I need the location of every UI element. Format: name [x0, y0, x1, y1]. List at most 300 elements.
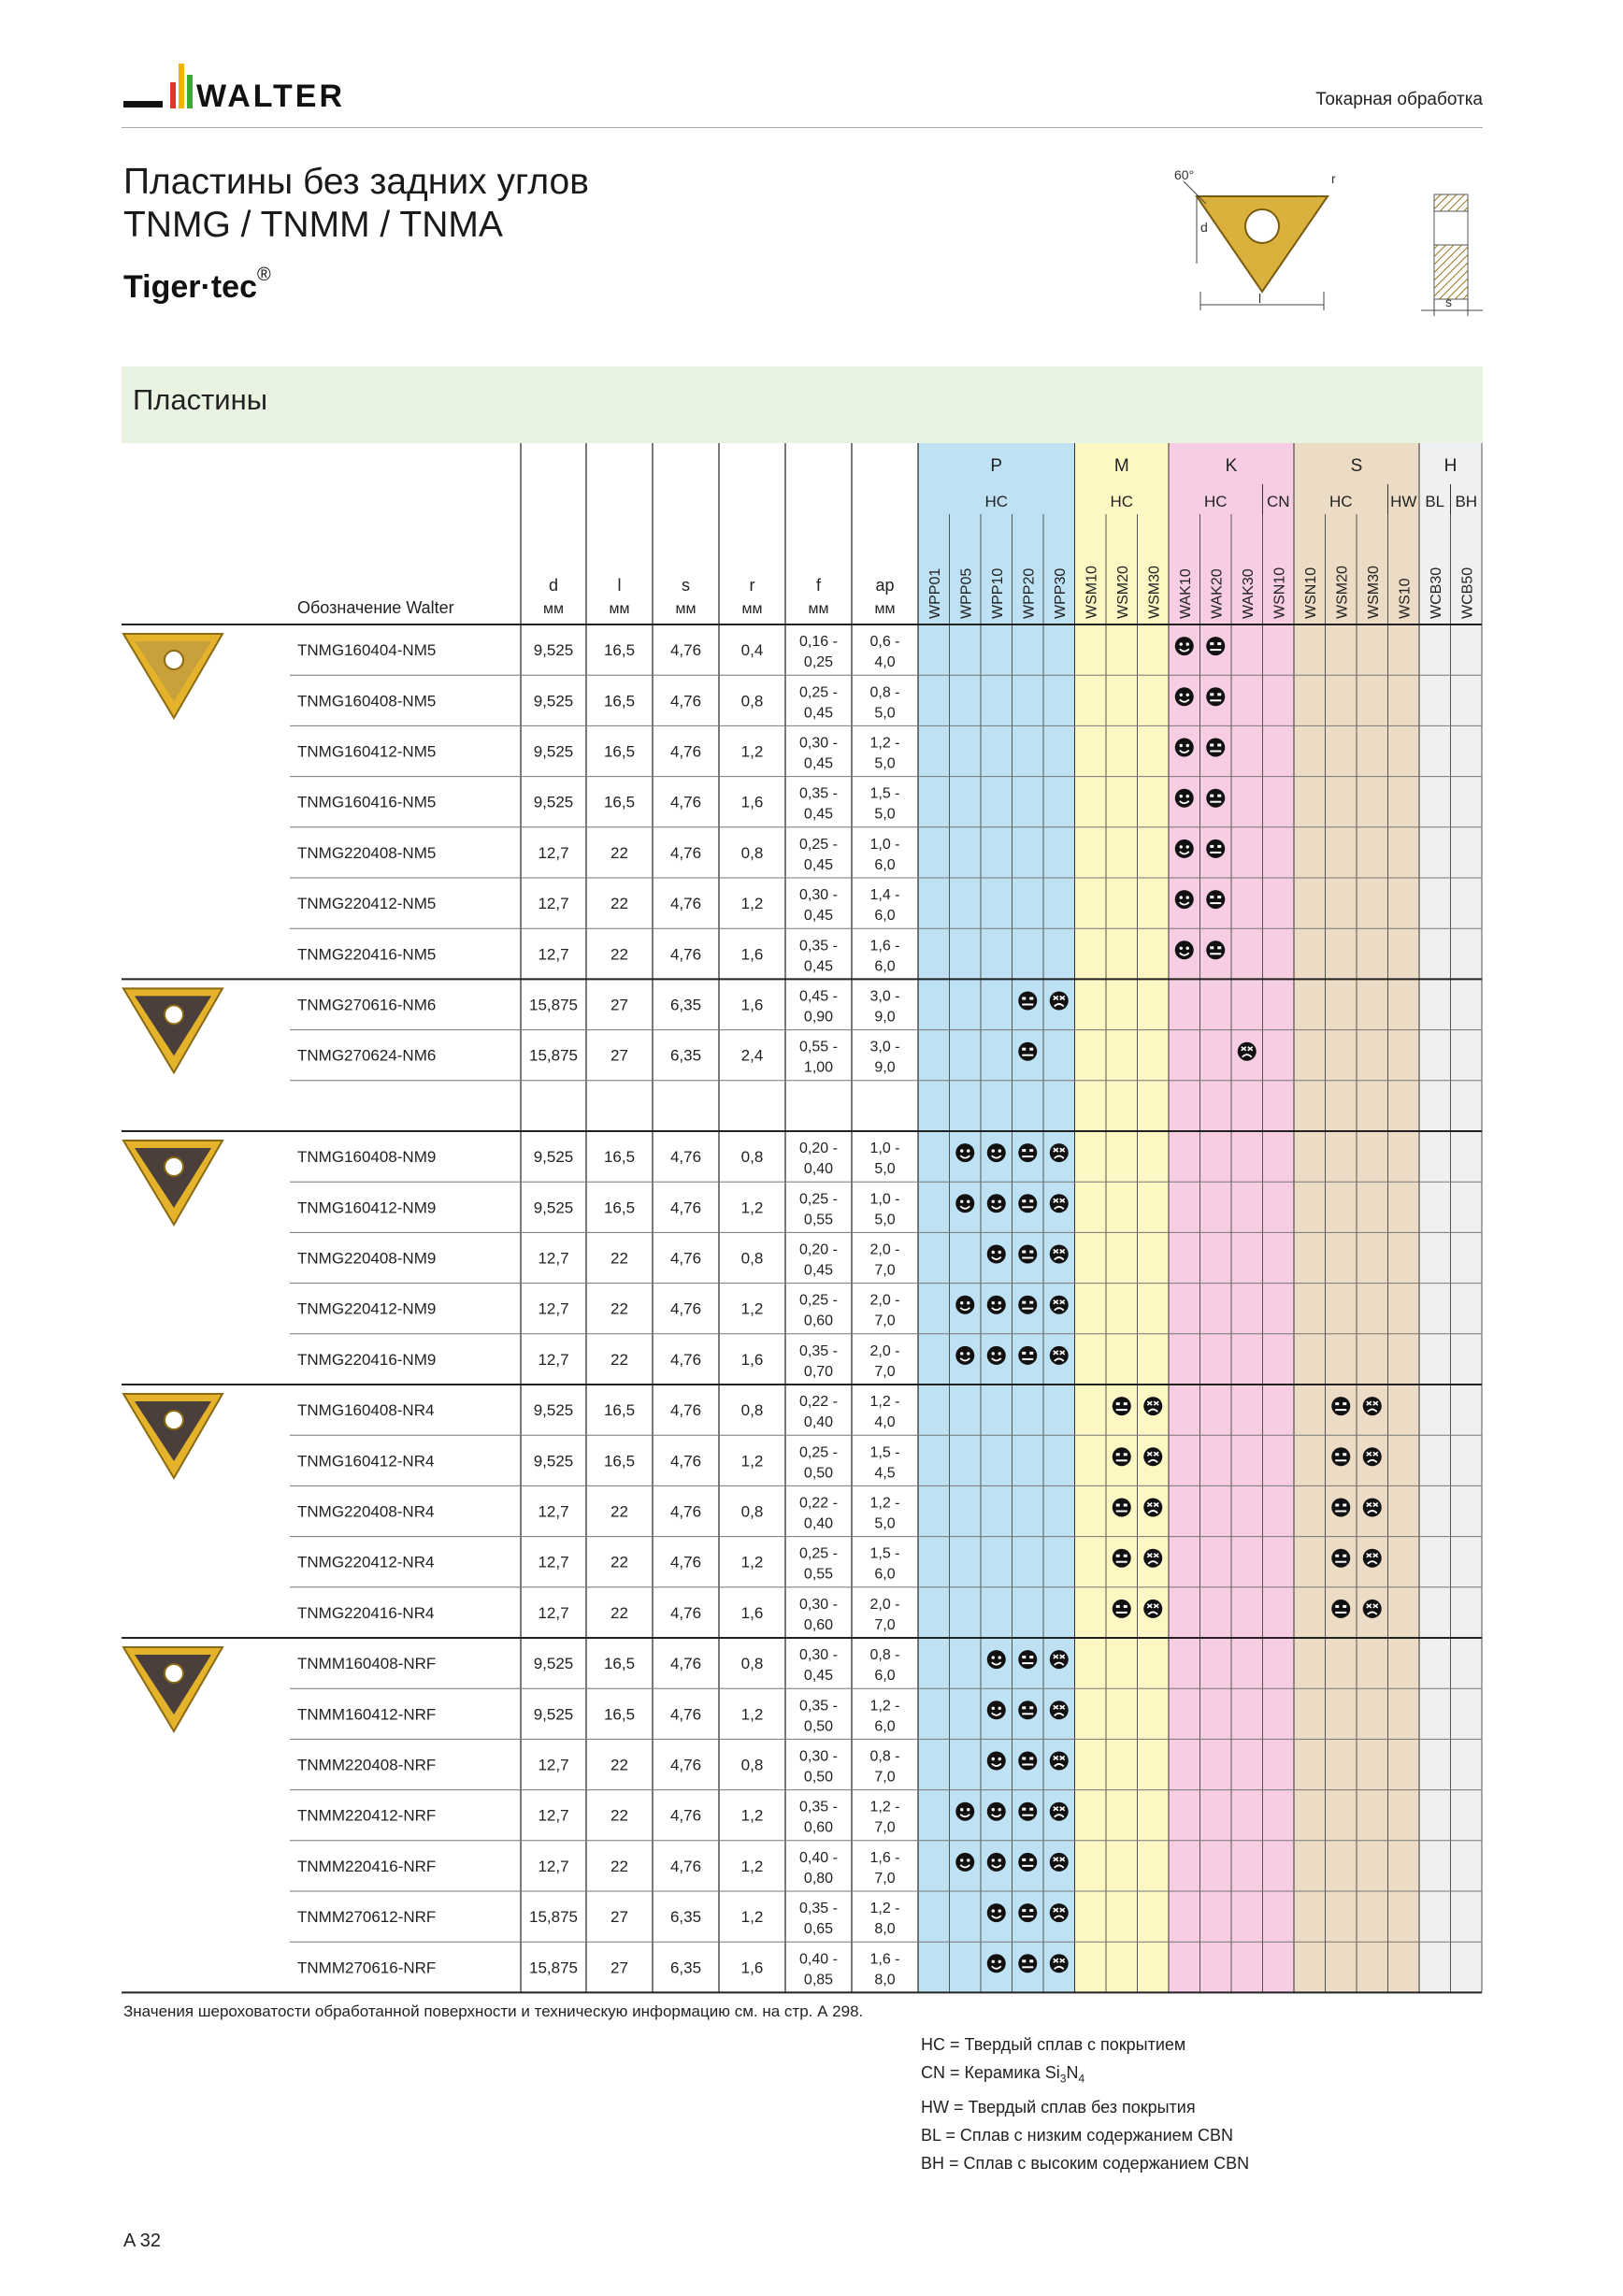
insert-hole [165, 1157, 183, 1176]
suitability-mark [955, 1194, 974, 1213]
mark-eye [1029, 1199, 1033, 1202]
suitability-mark [1018, 1245, 1037, 1264]
cell-ap-from: 1,2 - [869, 1799, 900, 1815]
cell-ap-from: 1,6 - [869, 938, 900, 954]
cell-l: 27 [610, 996, 628, 1014]
cell-d: 12,7 [538, 1806, 569, 1825]
cell-ap-to: 5,0 [874, 1515, 896, 1532]
mark-eye [1022, 1301, 1026, 1304]
cell-f-from: 0,30 - [799, 1647, 838, 1664]
inserts-table [122, 443, 1483, 1995]
mark-disc [1113, 1397, 1131, 1415]
column-unit: мм [741, 601, 763, 617]
mark-eye [1335, 1402, 1339, 1405]
section-band [122, 366, 1483, 443]
mark-disc [987, 1853, 1006, 1872]
mark-disc [1175, 789, 1194, 808]
cell-s: 4,76 [669, 692, 702, 710]
insert-designation: TNMG220416-NM9 [297, 1350, 437, 1369]
cell-ap-from: 1,6 - [869, 1951, 900, 1968]
insert-geometry-diagram [1167, 161, 1354, 320]
cell-l: 16,5 [603, 1198, 636, 1217]
cell-f-from: 0,30 - [799, 887, 838, 904]
suitability-mark [1206, 739, 1225, 757]
suitability-mark [1050, 1143, 1069, 1162]
mark-eye [1180, 845, 1183, 848]
cell-l: 22 [610, 1299, 628, 1318]
cell-ap-from: 2,0 - [869, 1292, 900, 1309]
cell-f-to: 0,60 [803, 1819, 834, 1836]
mark-eye [1180, 642, 1183, 645]
cell-s: 4,76 [669, 1857, 702, 1875]
suitability-mark [1206, 890, 1225, 909]
suitability-mark [1206, 637, 1225, 655]
suitability-mark [987, 1954, 1006, 1973]
mark-disc [1331, 1499, 1350, 1517]
cell-f-to: 0,85 [803, 1972, 834, 1988]
cell-ap-from: 0,8 - [869, 1647, 900, 1664]
mark-disc [1050, 992, 1069, 1011]
suitability-mark [1363, 1447, 1382, 1466]
suitability-mark [955, 1853, 974, 1872]
suitability-mark [1018, 1296, 1037, 1314]
cell-ap-from: 1,2 - [869, 1394, 900, 1411]
cell-d: 9,525 [533, 1705, 574, 1724]
mark-disc [1331, 1549, 1350, 1568]
grade-label: WPP05 [958, 567, 975, 619]
suitability-mark [1018, 992, 1037, 1011]
cell-ap-to: 5,0 [874, 806, 896, 823]
suitability-mark [1363, 1397, 1382, 1415]
mark-eye [1022, 1706, 1026, 1709]
page-subtitle: TNMG / TNMM / TNMA [123, 205, 503, 245]
cell-l: 27 [610, 1046, 628, 1065]
mark-disc [1206, 789, 1225, 808]
column-unit: мм [675, 601, 697, 617]
legend [921, 2031, 1249, 2177]
designation-header: Обозначение Walter [297, 598, 454, 617]
cell-d: 9,525 [533, 1198, 574, 1217]
suitability-mark [1175, 839, 1194, 858]
cell-f-from: 0,35 - [799, 785, 838, 802]
suitability-mark [1050, 1903, 1069, 1922]
insert-designation: TNMM160412-NRF [297, 1705, 437, 1724]
suitability-mark [1363, 1499, 1382, 1517]
mark-disc [1363, 1447, 1382, 1466]
cell-f-to: 0,80 [803, 1870, 834, 1887]
mark-eye [1186, 896, 1189, 898]
insert-designation: TNMG160412-NM9 [297, 1198, 437, 1217]
cell-ap-to: 4,5 [874, 1465, 896, 1482]
cell-r: 1,2 [740, 1452, 764, 1471]
cell-l: 22 [610, 945, 628, 964]
mark-disc [1363, 1397, 1382, 1415]
legend-cn: CN = Керамика $Si_3N_4$ [921, 2063, 1085, 2086]
mark-disc [1018, 992, 1037, 1011]
cell-s: 4,76 [669, 1502, 702, 1521]
insert-image-nm6 [123, 988, 223, 1072]
cell-d: 9,525 [533, 793, 574, 811]
suitability-mark [1238, 1042, 1257, 1061]
insert-designation: TNMM220408-NRF [297, 1756, 437, 1774]
cell-d: 15,875 [529, 1959, 578, 1977]
page-number: A 32 [123, 2231, 162, 2251]
grade-label: WSN10 [1302, 567, 1319, 619]
suitability-mark [1206, 687, 1225, 706]
mark-disc [1018, 1903, 1037, 1922]
cell-ap-to: 6,0 [874, 856, 896, 873]
mark-disc [987, 1752, 1006, 1771]
mark-disc [987, 1903, 1006, 1922]
cell-s: 4,76 [669, 793, 702, 811]
cell-f-to: 0,65 [803, 1921, 834, 1938]
cell-r: 0,8 [740, 1756, 764, 1774]
mark-eye [1029, 997, 1033, 1000]
mark-disc [1050, 1194, 1069, 1213]
cell-l: 22 [610, 1806, 628, 1825]
cell-f-to: 0,50 [803, 1718, 834, 1735]
mark-eye [1210, 744, 1214, 747]
cell-f-from: 0,40 - [799, 1951, 838, 1968]
mark-disc [1175, 890, 1194, 909]
svg-text:l: l [1258, 291, 1262, 306]
grade-category-label: HC [1203, 493, 1228, 510]
mark-eye [967, 1808, 969, 1811]
cell-ap-to: 5,0 [874, 755, 896, 772]
cell-f-from: 0,25 - [799, 684, 838, 701]
suitability-mark [1018, 1194, 1037, 1213]
cell-r: 0,4 [740, 641, 764, 660]
mark-eye [1343, 1555, 1346, 1557]
cell-ap-to: 4,0 [874, 1414, 896, 1431]
material-group-letter: M [1113, 456, 1129, 476]
grade-label: WSM10 [1084, 566, 1100, 619]
mark-eye [1029, 1352, 1033, 1355]
mark-eye [1210, 896, 1214, 898]
mark-eye [992, 1200, 995, 1203]
insert-designation: TNMG160412-NM5 [297, 742, 437, 761]
cell-f-from: 0,45 - [799, 988, 838, 1005]
cell-ap-from: 3,0 - [869, 988, 900, 1005]
mark-disc [1018, 1700, 1037, 1719]
suitability-mark [987, 1752, 1006, 1771]
cell-d: 12,7 [538, 895, 569, 913]
cell-f-from: 0,35 - [799, 1799, 838, 1815]
insert-designation: TNMG220416-NR4 [297, 1603, 435, 1622]
cell-f-from: 0,25 - [799, 1292, 838, 1309]
grade-label: WCB50 [1459, 567, 1476, 619]
cell-r: 1,2 [740, 1198, 764, 1217]
mark-eye [1180, 947, 1183, 950]
column-header-d: d [548, 576, 559, 595]
cell-r: 0,8 [740, 1401, 764, 1420]
mark-disc [1113, 1549, 1131, 1568]
mark-eye [1116, 1402, 1120, 1405]
mark-disc [1206, 637, 1225, 655]
grade-label: WAK30 [1240, 568, 1257, 619]
cell-r: 1,2 [740, 1705, 764, 1724]
mark-disc [1206, 739, 1225, 757]
insert-hole [165, 651, 183, 669]
mark-disc [1175, 739, 1194, 757]
cell-s: 4,76 [669, 1198, 702, 1217]
suitability-mark [1175, 739, 1194, 757]
cell-f-from: 0,25 - [799, 1545, 838, 1562]
grade-category-label: CN [1266, 493, 1290, 510]
cell-f-from: 0,55 - [799, 1039, 838, 1055]
mark-disc [1331, 1447, 1350, 1466]
mark-disc [955, 1194, 974, 1213]
column-header-s: s [682, 576, 690, 595]
suitability-mark [1018, 1650, 1037, 1669]
suitability-mark [1050, 1650, 1069, 1669]
cell-f-from: 0,40 - [799, 1849, 838, 1866]
mark-eye [1343, 1453, 1346, 1456]
cell-f-to: 0,45 [803, 755, 834, 772]
cell-ap-from: 1,2 - [869, 1495, 900, 1512]
cell-ap-to: 7,0 [874, 1262, 896, 1279]
mark-eye [1029, 1858, 1033, 1861]
mark-eye [1029, 1959, 1033, 1962]
cell-d: 15,875 [529, 996, 578, 1014]
cell-f-to: 0,45 [803, 908, 834, 925]
header-rule [122, 127, 1483, 128]
suitability-mark [1331, 1600, 1350, 1618]
insert-designation: TNMG160408-NM5 [297, 692, 437, 710]
insert-designation: TNMM220416-NRF [297, 1857, 437, 1875]
insert-image-nm5 [123, 634, 223, 718]
column-header-l: l [617, 576, 622, 595]
suitability-mark [1050, 1752, 1069, 1771]
suitability-mark [1018, 1802, 1037, 1821]
grade-label: WSN10 [1271, 567, 1288, 619]
cell-f-to: 0,45 [803, 1668, 834, 1685]
cell-r: 1,2 [740, 1553, 764, 1571]
column-unit: мм [543, 601, 564, 617]
mark-eye [992, 1352, 995, 1355]
cell-f-to: 0,50 [803, 1769, 834, 1786]
cell-f-from: 0,16 - [799, 634, 838, 651]
cell-f-to: 0,50 [803, 1465, 834, 1482]
mark-eye [1124, 1402, 1127, 1405]
mark-disc [1018, 1194, 1037, 1213]
mark-eye [1186, 744, 1189, 747]
cell-ap-to: 9,0 [874, 1059, 896, 1076]
mark-eye [992, 1960, 995, 1963]
cell-f-to: 0,45 [803, 806, 834, 823]
suitability-mark [987, 1194, 1006, 1213]
mark-eye [1217, 896, 1221, 898]
insert-designation: TNMG220412-NM5 [297, 895, 437, 913]
mark-disc [1050, 1245, 1069, 1264]
mark-disc [1018, 1802, 1037, 1821]
cell-r: 0,8 [740, 843, 764, 862]
grade-label: WPP20 [1021, 567, 1038, 619]
suitability-mark [1143, 1397, 1162, 1415]
mark-eye [1186, 642, 1189, 645]
mark-eye [992, 1149, 995, 1152]
suitability-mark [1018, 1700, 1037, 1719]
mark-disc [1050, 1954, 1069, 1973]
cell-l: 22 [610, 1502, 628, 1521]
cell-r: 1,2 [740, 1908, 764, 1927]
mark-disc [1050, 1802, 1069, 1821]
mark-disc [1331, 1397, 1350, 1415]
cell-r: 1,2 [740, 1857, 764, 1875]
cell-s: 6,35 [669, 996, 702, 1014]
mark-eye [1022, 1959, 1026, 1962]
suitability-mark [1050, 992, 1069, 1011]
mark-eye [998, 1301, 1001, 1304]
mark-eye [1029, 1149, 1033, 1152]
grade-category-label: HC [1110, 493, 1134, 510]
cell-f-from: 0,22 - [799, 1394, 838, 1411]
cell-d: 12,7 [538, 1756, 569, 1774]
mark-eye [998, 1149, 1001, 1152]
mark-disc [1050, 1752, 1069, 1771]
suitability-mark [987, 1903, 1006, 1922]
mark-disc [1050, 1903, 1069, 1922]
mark-eye [1116, 1504, 1120, 1507]
suitability-mark [1113, 1549, 1131, 1568]
mark-eye [1343, 1402, 1346, 1405]
material-group-letter: P [990, 456, 1003, 476]
cell-s: 4,76 [669, 1249, 702, 1268]
cell-ap-to: 5,0 [874, 705, 896, 722]
cell-l: 16,5 [603, 1148, 636, 1167]
mark-eye [1343, 1605, 1346, 1608]
mark-eye [992, 1251, 995, 1254]
mark-eye [967, 1858, 969, 1861]
suitability-mark [987, 1296, 1006, 1314]
footnote: Значения шероховатости обработанной поверхности и техническую информацию см. на стр. А 298. [123, 2002, 864, 2020]
mark-eye [998, 1707, 1001, 1710]
mark-disc [955, 1346, 974, 1365]
suitability-mark [1143, 1600, 1162, 1618]
cell-s: 4,76 [669, 1350, 702, 1369]
mark-eye [1029, 1808, 1033, 1811]
svg-text:d: d [1200, 220, 1208, 235]
mark-disc [1175, 637, 1194, 655]
mark-disc [1113, 1447, 1131, 1466]
cell-s: 6,35 [669, 1959, 702, 1977]
mark-eye [1022, 1352, 1026, 1355]
mark-eye [960, 1200, 963, 1203]
mark-eye [992, 1656, 995, 1658]
cell-d: 15,875 [529, 1908, 578, 1927]
cell-l: 16,5 [603, 1655, 636, 1673]
mark-eye [1180, 896, 1183, 898]
insert-image-nrf [123, 1647, 223, 1731]
mark-eye [960, 1149, 963, 1152]
mark-eye [992, 1909, 995, 1912]
suitability-mark [1143, 1447, 1162, 1466]
cell-ap-to: 6,0 [874, 1668, 896, 1685]
suitability-mark [1206, 839, 1225, 858]
grade-category-label: HC [984, 493, 1009, 510]
insert-designation: TNMM160408-NRF [297, 1655, 437, 1673]
mark-eye [1029, 1048, 1033, 1051]
cell-f-to: 0,40 [803, 1515, 834, 1532]
cell-d: 12,7 [538, 1502, 569, 1521]
cell-f-from: 0,30 - [799, 1596, 838, 1613]
cell-f-to: 0,25 [803, 654, 834, 671]
mark-disc [1018, 1296, 1037, 1314]
mark-eye [1210, 642, 1214, 645]
mark-disc [1018, 1245, 1037, 1264]
suitability-mark [1331, 1549, 1350, 1568]
insert-designation: TNMG160408-NR4 [297, 1401, 435, 1420]
mark-disc [1050, 1650, 1069, 1669]
mark-disc [1206, 890, 1225, 909]
cell-s: 4,76 [669, 1806, 702, 1825]
mark-disc [1050, 1853, 1069, 1872]
cell-f-from: 0,35 - [799, 938, 838, 954]
insert-designation: TNMG160408-NM9 [297, 1148, 437, 1167]
mark-disc [1206, 687, 1225, 706]
svg-text:s: s [1445, 294, 1452, 309]
cell-s: 4,76 [669, 1705, 702, 1724]
mark-eye [1180, 795, 1183, 797]
insert-designation: TNMG160404-NM5 [297, 641, 437, 660]
suitability-mark [1050, 1245, 1069, 1264]
mark-eye [1022, 1048, 1026, 1051]
mark-disc [987, 1143, 1006, 1162]
cell-f-to: 0,70 [803, 1363, 834, 1380]
mark-disc [1018, 1042, 1037, 1061]
mark-eye [1217, 693, 1221, 696]
cell-f-to: 0,40 [803, 1414, 834, 1431]
suitability-mark [1331, 1397, 1350, 1415]
cell-ap-from: 1,0 - [869, 1141, 900, 1157]
cell-d: 9,525 [533, 1148, 574, 1167]
mark-eye [1116, 1453, 1120, 1456]
mark-disc [987, 1650, 1006, 1669]
page-title: Пластины без задних углов [123, 162, 589, 202]
grade-label: WAK20 [1209, 568, 1226, 619]
insert-designation: TNMM220412-NRF [297, 1806, 437, 1825]
cell-ap-from: 0,6 - [869, 634, 900, 651]
cell-f-from: 0,25 - [799, 1444, 838, 1461]
material-group-letter: S [1350, 456, 1363, 476]
mark-disc [1363, 1549, 1382, 1568]
cell-f-from: 0,22 - [799, 1495, 838, 1512]
mark-eye [1217, 795, 1221, 797]
mark-eye [998, 1960, 1001, 1963]
cell-l: 16,5 [603, 692, 636, 710]
grade-label: WSM30 [1146, 566, 1163, 619]
cell-ap-to: 7,0 [874, 1616, 896, 1633]
legend-bl: BL = Сплав с низким содержанием CBN [921, 2125, 1234, 2145]
cell-s: 4,76 [669, 1756, 702, 1774]
cell-l: 22 [610, 843, 628, 862]
suitability-mark [1363, 1600, 1382, 1618]
mark-eye [1335, 1555, 1339, 1557]
mark-eye [998, 1909, 1001, 1912]
cell-d: 9,525 [533, 1401, 574, 1420]
insert-image-nm9 [123, 1141, 223, 1225]
cell-f-from: 0,20 - [799, 1241, 838, 1258]
mark-disc [1018, 1143, 1037, 1162]
cell-f-from: 0,30 - [799, 735, 838, 752]
cell-f-to: 0,55 [803, 1212, 834, 1228]
insert-designation: TNMG160412-NR4 [297, 1452, 435, 1471]
cell-ap-to: 6,0 [874, 908, 896, 925]
mark-eye [1022, 1808, 1026, 1811]
mark-eye [1029, 1301, 1033, 1304]
mark-eye [967, 1301, 969, 1304]
mark-eye [998, 1251, 1001, 1254]
